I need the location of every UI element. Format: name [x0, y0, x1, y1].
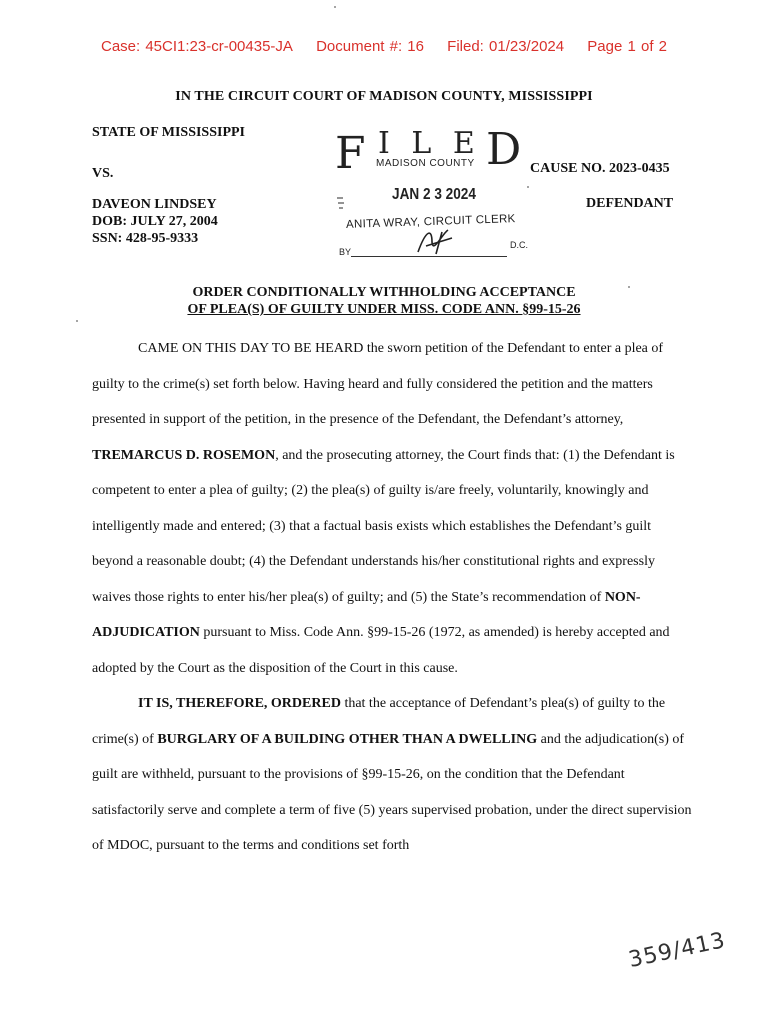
handwritten-page-note: 359/413 — [626, 928, 728, 973]
attorney-name: TREMARCUS D. ROSEMON — [92, 447, 276, 463]
defendant-dob: DOB: JULY 27, 2004 — [92, 214, 218, 229]
paragraph-findings — [92, 331, 692, 686]
order-lead: IT IS, THEREFORE, ORDERED — [138, 696, 341, 711]
crime-name: BURGLARY OF A BUILDING OTHER THAN A DWELLING — [157, 731, 538, 747]
defendant-ssn: SSN: 428-95-9333 — [92, 231, 199, 246]
cause-number: CAUSE NO. 2023-0435 — [530, 161, 670, 176]
recommendation: NON-ADJUDICATION — [92, 589, 641, 640]
scan-speck — [76, 320, 78, 322]
case-number: Case: 45CI1:23-cr-00435-JA — [100, 38, 293, 55]
stamp-smudge — [334, 194, 348, 212]
findings-text-b: , and the prosecuting attorney, the Court finds that: (1) the Defendant is competent to enter a plea of guilty; (2) the plea(s) of guilty is/are freely, voluntarily, knowingly and intelligently made and entered; (3) that a factual basis exists which establishes the Defendant’s guilt beyond a reasonable doubt; (4) the Defendant understands his/her constitutional rights and expressly waives those rights to enter his/her plea(s) of guilty; and (5) the State’s recommendation of — [92, 447, 675, 605]
scan-speck — [628, 286, 630, 288]
order-text-b: and the adjudication(s) of guilt are withheld, pursuant to the provisions of §99-15-26, on the condition that the Defendant satisfactorily serve and complete a term of five (5) years supervised probation, under the direct supervision of MDOC, pursuant to the terms and conditions set forth — [92, 731, 692, 853]
filed-dc-label: D.C. — [510, 240, 528, 250]
filed-date: Filed: 01/23/2024 — [447, 38, 565, 55]
defendant-label: DEFENDANT — [586, 196, 674, 211]
filed-by-label: BY — [339, 247, 352, 257]
order-body — [92, 331, 692, 864]
defendant-block — [92, 196, 218, 247]
filed-date-stamp: JAN 2 3 2024 — [392, 186, 476, 203]
filed-letter-d: D — [486, 124, 522, 175]
document-number: Document #: 16 — [316, 38, 424, 55]
order-title-line2: OF PLEA(S) OF GUILTY UNDER MISS. CODE ANN. §99-15-26 — [187, 302, 581, 317]
plaintiff-name: STATE OF MISSISSIPPI — [92, 125, 246, 140]
efiling-header — [0, 38, 768, 55]
page-number: Page 1 of 2 — [587, 38, 667, 55]
versus-label: VS. — [92, 166, 114, 181]
findings-text-a: CAME ON THIS DAY TO BE HEARD the sworn petition of the Defendant to enter a plea of guilty to the crime(s) set forth below. Having heard and fully considered the petition and the matters presented in support of the petition, in the presence of the Defendant, the Defendant’s attorney, — [92, 341, 664, 427]
filed-letter-f: F — [335, 128, 366, 179]
order-text-a: that the acceptance of Defendant’s plea(s) of guilty to the crime(s) of — [92, 696, 666, 747]
filed-clerk: ANITA WRAY, CIRCUIT CLERK — [345, 213, 516, 231]
findings-text-c: pursuant to Miss. Code Ann. §99-15-26 (1972, as amended) is hereby accepted and adopted by the Court as the disposition of the Court in this cause. — [92, 625, 670, 676]
filed-letters-ile: I L E — [378, 126, 481, 161]
order-title-line1: ORDER CONDITIONALLY WITHHOLDING ACCEPTANCE — [192, 285, 576, 300]
defendant-name: DAVEON LINDSEY — [92, 197, 217, 212]
scan-speck — [334, 6, 336, 8]
court-title: IN THE CIRCUIT COURT OF MADISON COUNTY, MISSISSIPPI — [175, 89, 593, 104]
filed-county: MADISON COUNTY — [376, 158, 475, 169]
paragraph-order — [92, 686, 692, 864]
clerk-signature — [412, 224, 462, 258]
scan-speck — [527, 186, 529, 188]
